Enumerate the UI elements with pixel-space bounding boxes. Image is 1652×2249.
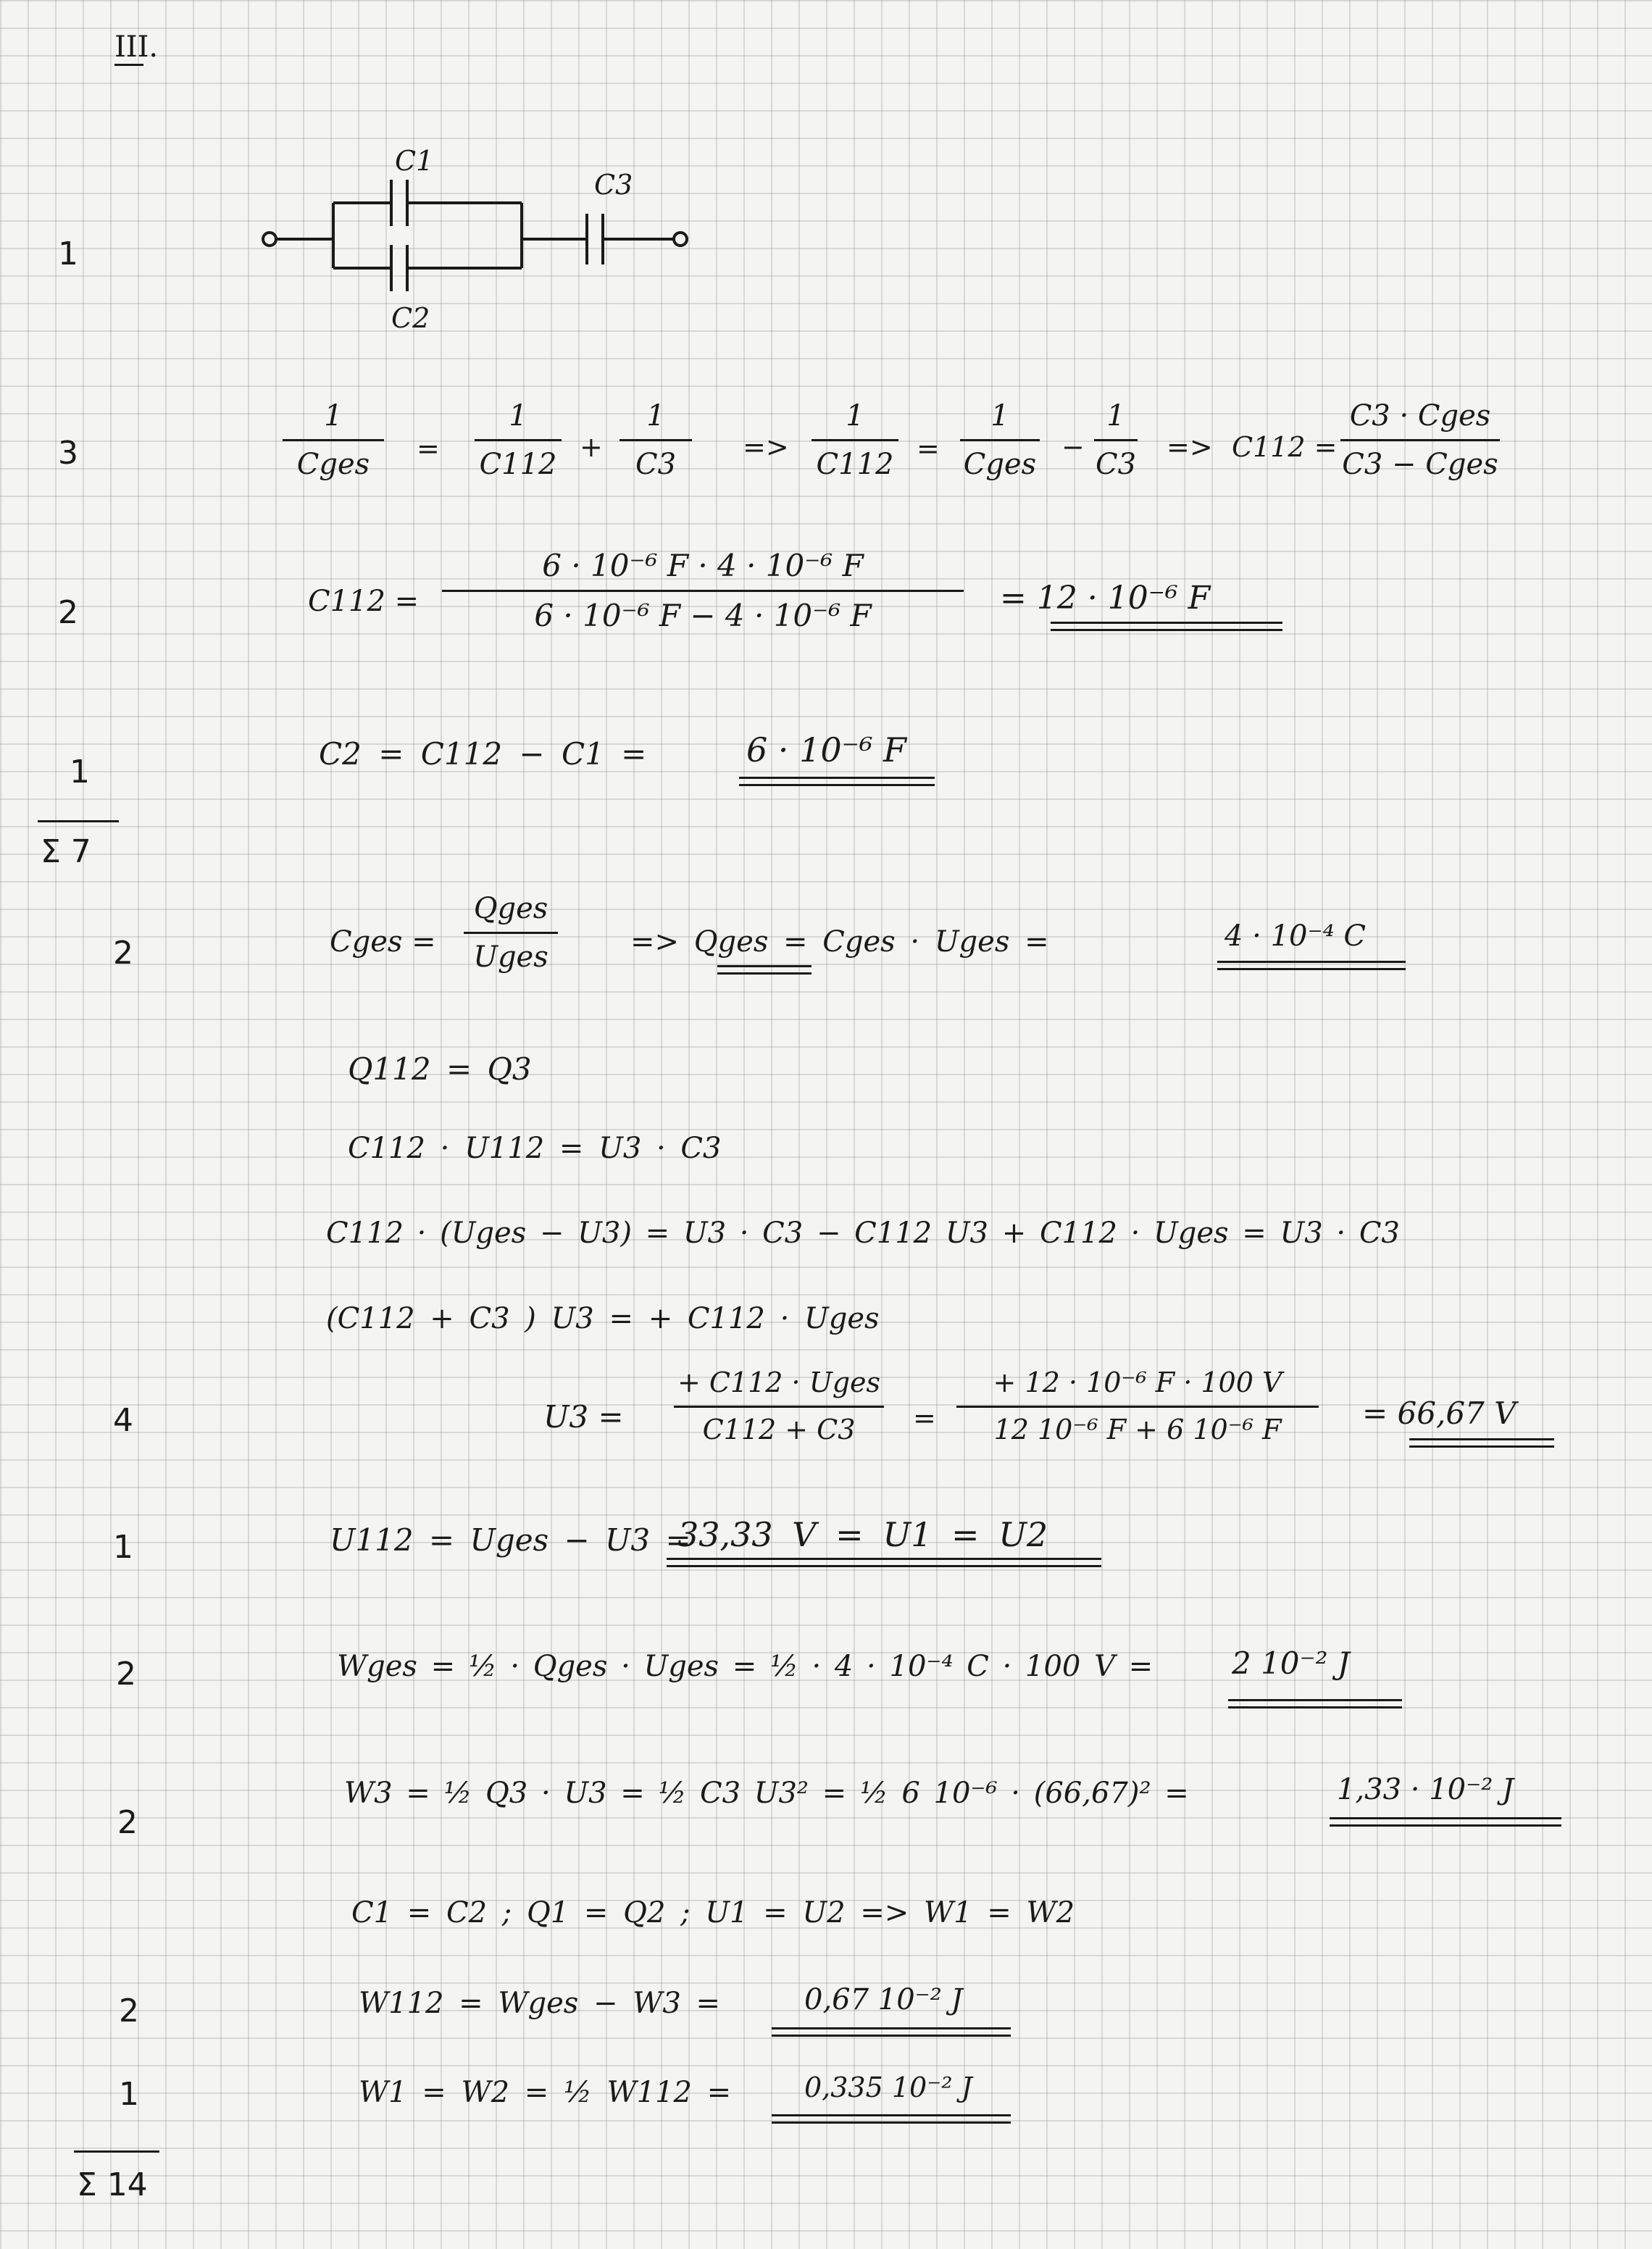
result-underline: [1217, 968, 1406, 970]
frac-den: 6 · 10⁻⁶ F − 4 · 10⁻⁶ F: [534, 598, 872, 634]
frac-den: C112: [816, 448, 894, 481]
implies-arrow-1: =>: [743, 431, 789, 463]
frac-den: Uges: [473, 940, 548, 974]
c112-lhs: C112 =: [1232, 431, 1338, 463]
derivation-line-3: C112 · (Uges − U3) = U3 · C3 − C112 U3 + C112 · Uges = U3 · C3: [326, 1217, 1400, 1250]
u3-result: = 66,67 V: [1362, 1395, 1517, 1431]
wges-equation: Wges = ½ · Qges · Uges = ½ · 4 · 10⁻⁴ C · 100 V =: [337, 1650, 1154, 1683]
frac-c112-numeric: [442, 549, 964, 633]
u3-lhs: U3 =: [543, 1399, 624, 1435]
c2-result: 6 · 10⁻⁶ F: [746, 730, 906, 769]
label-c3: C3: [594, 169, 633, 201]
c2-equation: C2 = C112 − C1 =: [319, 736, 647, 772]
points-3: 2: [58, 594, 78, 631]
w112-equation: W112 = Wges − W3 =: [359, 1987, 721, 2020]
frac-num: 1: [324, 399, 343, 433]
frac-1-over-cges: [283, 400, 384, 480]
result-underline: [1330, 1824, 1561, 1827]
points-5: 2: [113, 935, 133, 972]
result-underline: [772, 2027, 1011, 2029]
result-underline: [739, 784, 935, 786]
frac-bar: [674, 1406, 884, 1408]
sum-1: Σ 7: [41, 833, 91, 870]
frac-1-over-cges-b: [960, 400, 1040, 480]
frac-num: Qges: [473, 892, 548, 925]
frac-den: C3: [1095, 448, 1137, 481]
u112-equation: U112 = Uges − U3 =: [330, 1522, 691, 1558]
frac-num: C3 · Cges: [1349, 399, 1491, 433]
points-9: 2: [117, 1804, 138, 1841]
frac-u3-numeric: [956, 1368, 1319, 1445]
w3-result: 1,33 · 10⁻² J: [1337, 1773, 1514, 1806]
label-c1: C1: [395, 145, 434, 177]
frac-1-over-c3: [620, 400, 692, 480]
result-underline: [1051, 622, 1282, 624]
result-underline: [667, 1565, 1101, 1567]
terminal-left: [263, 233, 276, 246]
frac-u3-symbolic: [674, 1368, 884, 1445]
points-4: 1: [70, 754, 90, 790]
result-underline: [1409, 1438, 1554, 1440]
section-title-underline: [114, 64, 143, 66]
frac-num: 1: [646, 399, 665, 433]
frac-num: 1: [990, 399, 1009, 433]
derivation-line-2: C112 · U112 = U3 · C3: [348, 1132, 722, 1165]
frac-den: C3 − Cges: [1342, 448, 1498, 481]
points-11: 1: [119, 2076, 139, 2113]
w3-equation: W3 = ½ Q3 · U3 = ½ C3 U3² = ½ 6 10⁻⁶ · (66,67)² =: [344, 1777, 1189, 1810]
qges-underline: [717, 965, 812, 967]
frac-num: 6 · 10⁻⁶ F · 4 · 10⁻⁶ F: [542, 548, 864, 583]
result-underline: [1217, 961, 1406, 963]
frac-bar: [1094, 439, 1138, 441]
u112-result: 33,33 V = U1 = U2: [677, 1515, 1048, 1554]
qges-underline: [717, 972, 812, 975]
points-7: 1: [113, 1529, 133, 1566]
frac-num: + C112 · Uges: [677, 1366, 881, 1398]
cges-lhs: Cges =: [330, 925, 436, 959]
frac-bar: [442, 590, 964, 592]
frac-num: + 12 · 10⁻⁶ F · 100 V: [993, 1366, 1282, 1398]
points-6: 4: [113, 1402, 133, 1439]
frac-bar: [475, 439, 562, 441]
qges-result: 4 · 10⁻⁴ C: [1225, 919, 1366, 953]
result-underline: [772, 2114, 1011, 2116]
equals-sign: =: [917, 433, 940, 464]
frac-1-over-c3-b: [1094, 400, 1138, 480]
w1-result: 0,335 10⁻² J: [804, 2071, 972, 2103]
equality-line: C1 = C2 ; Q1 = Q2 ; U1 = U2 => W1 = W2: [351, 1896, 1075, 1929]
frac-bar: [1340, 439, 1500, 441]
frac-bar: [812, 439, 898, 441]
points-10: 2: [119, 1993, 139, 2029]
c112-result: = 12 · 10⁻⁶ F: [1000, 580, 1211, 617]
result-underline: [1228, 1706, 1402, 1708]
wges-result: 2 10⁻² J: [1232, 1645, 1350, 1681]
frac-num: 1: [846, 399, 864, 433]
frac-num: 1: [509, 399, 527, 433]
sum-2: Σ 14: [77, 2166, 148, 2203]
result-underline: [772, 2121, 1011, 2124]
label-c2: C2: [391, 302, 430, 334]
qges-equation: => Qges = Cges · Uges =: [630, 925, 1049, 959]
result-underline: [667, 1558, 1101, 1560]
frac-1-over-c112-b: [812, 400, 898, 480]
frac-den: C3: [635, 448, 677, 481]
implies-arrow-2: =>: [1167, 431, 1213, 463]
result-underline: [1051, 629, 1282, 631]
frac-bar: [283, 439, 384, 441]
w1-equation: W1 = W2 = ½ W112 =: [359, 2076, 732, 2109]
frac-1-over-c112: [475, 400, 562, 480]
result-underline: [1409, 1445, 1554, 1448]
capacitor-circuit-diagram: [246, 138, 710, 341]
sum-bar-2: [74, 2150, 159, 2153]
frac-bar: [956, 1406, 1319, 1408]
frac-den: 12 10⁻⁶ F + 6 10⁻⁶ F: [993, 1413, 1282, 1445]
minus-sign: −: [1061, 431, 1085, 463]
derivation-line-1: Q112 = Q3: [348, 1051, 532, 1087]
frac-den: Cges: [296, 448, 370, 481]
plus-sign: +: [580, 431, 603, 463]
frac-bar: [960, 439, 1040, 441]
frac-bar: [620, 439, 692, 441]
frac-bar: [464, 932, 558, 934]
frac-num: 1: [1106, 399, 1125, 433]
equals-sign: =: [913, 1402, 936, 1434]
points-2: 3: [58, 435, 78, 472]
result-underline: [772, 2035, 1011, 2037]
result-underline: [1228, 1699, 1402, 1701]
frac-den: Cges: [963, 448, 1037, 481]
frac-den: C112: [479, 448, 557, 481]
sum-bar-1: [38, 820, 119, 822]
derivation-line-4: (C112 + C3 ) U3 = + C112 · Uges: [326, 1302, 880, 1335]
frac-qges-over-uges: [464, 893, 558, 973]
w112-result: 0,67 10⁻² J: [804, 1983, 963, 2016]
result-underline: [739, 777, 935, 779]
frac-den: C112 + C3: [702, 1413, 856, 1445]
points-1: 1: [58, 235, 78, 272]
equals-sign: =: [417, 433, 440, 464]
points-8: 2: [116, 1656, 136, 1693]
terminal-right: [674, 233, 687, 246]
frac-c112-solved: [1340, 400, 1500, 480]
c112-numeric-lhs: C112 =: [308, 585, 420, 618]
section-title: III.: [114, 30, 159, 64]
result-underline: [1330, 1817, 1561, 1819]
